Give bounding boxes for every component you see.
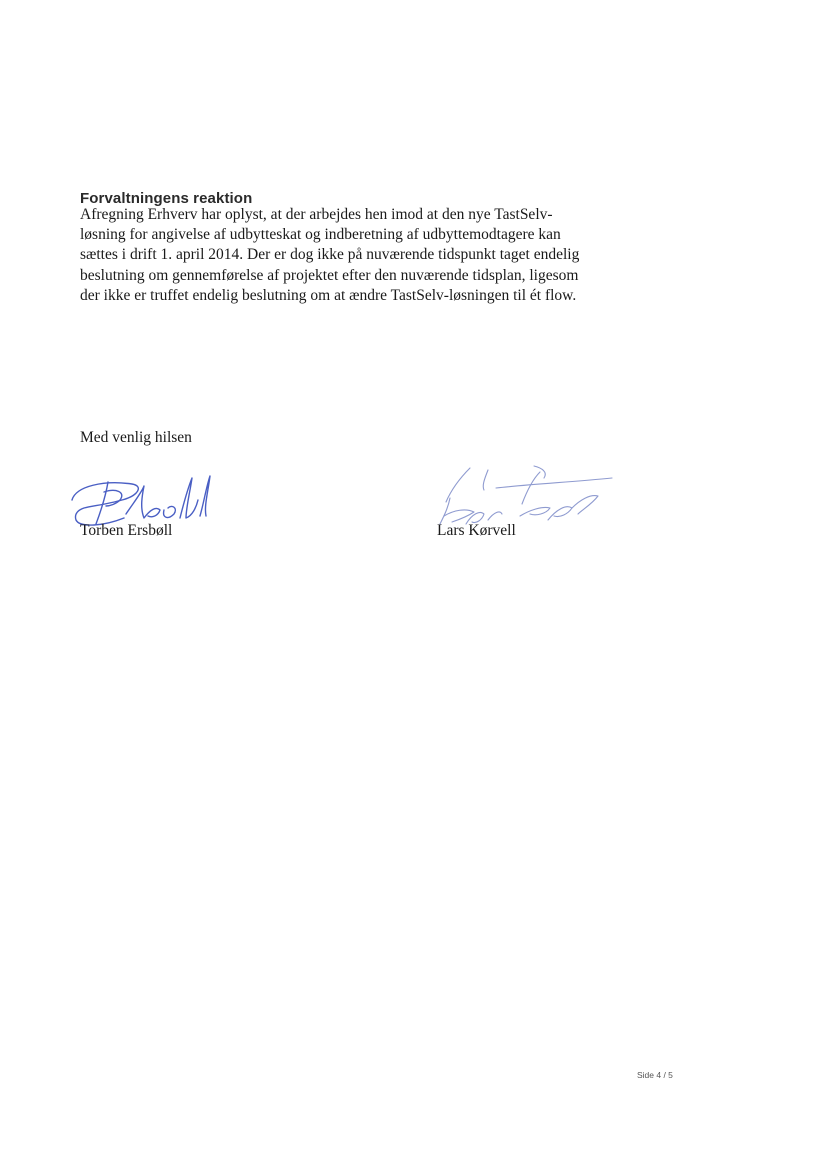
paragraph-line: løsning for angivelse af udbytteskat og indberetning af udbyttemodtagere kan — [80, 226, 561, 244]
paragraph-line: sættes i drift 1. april 2014. Der er dog ikke på nuværende tidspunkt taget endelig — [80, 246, 580, 264]
signer-name-torben-ersboll: Torben Ersbøll — [80, 522, 173, 539]
page-number: Side 4 / 5 — [637, 1070, 673, 1080]
paragraph-line: beslutning om gennemførelse af projektet efter den nuværende tidsplan, ligesom — [80, 266, 579, 284]
section-heading: Forvaltningens reaktion — [80, 190, 253, 207]
paragraph-line: Afregning Erhverv har oplyst, at der arbejdes hen imod at den nye TastSelv- — [80, 206, 553, 223]
signer-name-lars-korvell: Lars Kørvell — [437, 522, 516, 539]
closing-salutation: Med venlig hilsen — [80, 429, 192, 446]
paragraph-line: der ikke er truffet endelig beslutning om at ændre TastSelv-løsningen til ét flow. — [80, 286, 577, 304]
body-paragraph — [80, 205, 640, 306]
